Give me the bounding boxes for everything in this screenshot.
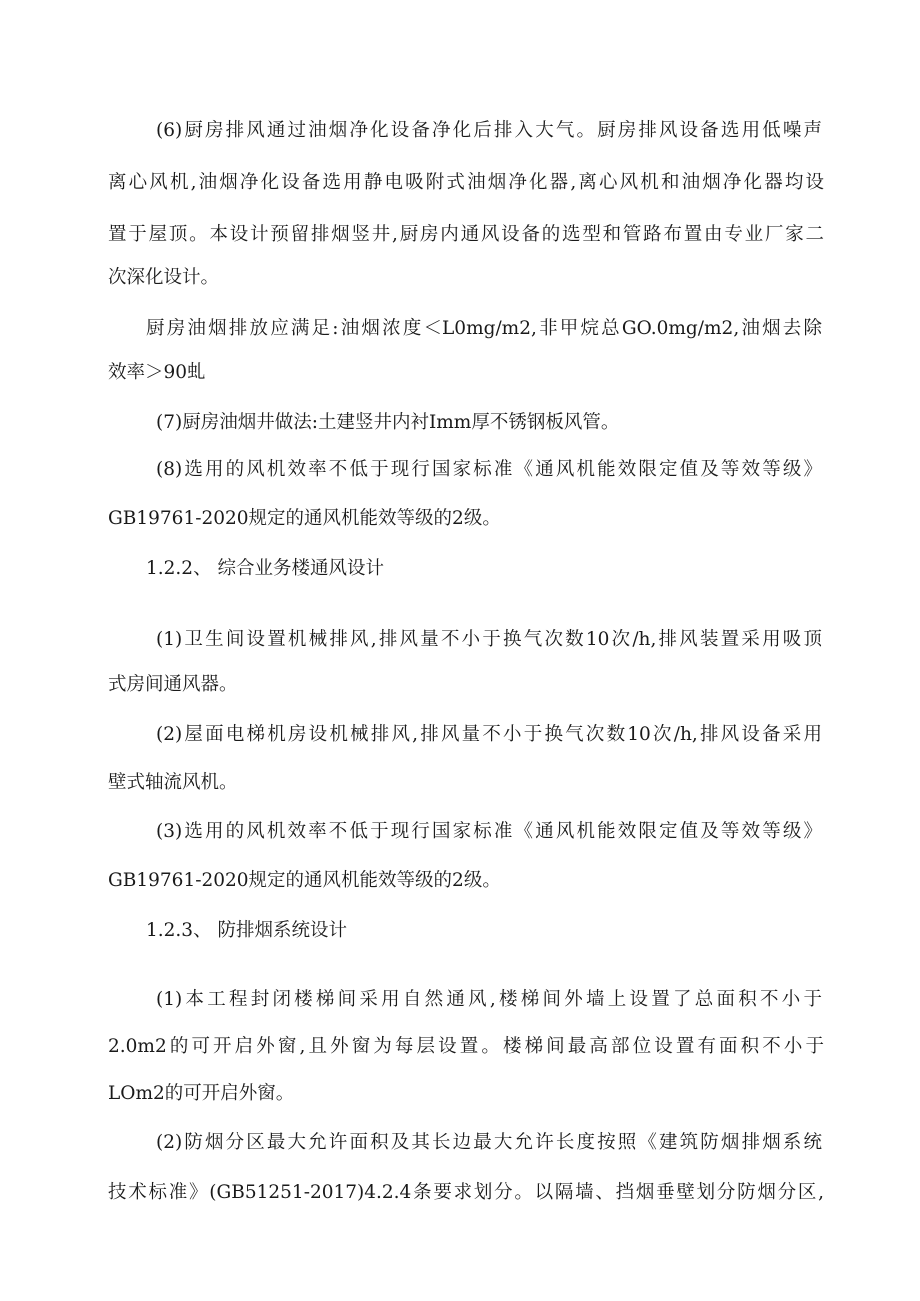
section-heading-1-2-3: 1.2.3、 防排烟系统设计 xyxy=(146,920,347,941)
smoke1-line3: LOm2的可开启外窗。 xyxy=(108,1083,295,1104)
section-heading-1-2-2: 1.2.2、 综合业务楼通风设计 xyxy=(146,558,384,579)
para8-line2: GB19761-2020规定的通风机能效等级的2级。 xyxy=(108,508,501,529)
emission-line1: 厨房油烟排放应满足:油烟浓度＜L0mg∕m2,非甲烷总GO.0mg∕m2,油烟去除 xyxy=(146,318,822,339)
smoke1-line1: (1)本工程封闭楼梯间采用自然通风,楼梯间外墙上设置了总面积不小于 xyxy=(156,989,822,1010)
para6-line3: 置于屋顶。本设计预留排烟竖井,厨房内通风设备的选型和管路布置由专业厂家二 xyxy=(108,224,824,245)
para6-line1: (6)厨房排风通过油烟净化设备净化后排入大气。厨房排风设备选用低噪声 xyxy=(156,120,822,141)
para7-line1: (7)厨房油烟井做法:土建竖井内衬Imm厚不锈钢板风管。 xyxy=(156,412,620,433)
para6-line4: 次深化设计。 xyxy=(108,267,220,288)
sub2-line1: (2)屋面电梯机房设机械排风,排风量不小于换气次数10次∕h,排风设备采用 xyxy=(156,724,822,745)
sub3-line1: (3)选用的风机效率不低于现行国家标准《通风机能效限定值及等效等级》 xyxy=(156,821,822,842)
sub2-line2: 壁式轴流风机。 xyxy=(108,772,238,793)
smoke1-line2: 2.0m2的可开启外窗,且外窗为每层设置。楼梯间最高部位设置有面积不小于 xyxy=(108,1036,824,1057)
sub1-line1: (1)卫生间设置机械排风,排风量不小于换气次数10次∕h,排风装置采用吸顶 xyxy=(156,629,822,650)
smoke2-line1: (2)防烟分区最大允许面积及其长边最大允许长度按照《建筑防烟排烟系统 xyxy=(156,1132,822,1153)
emission-line2: 效率＞90虬 xyxy=(108,362,206,383)
sub3-line2: GB19761-2020规定的通风机能效等级的2级。 xyxy=(108,870,501,891)
para8-line1: (8)选用的风机效率不低于现行国家标准《通风机能效限定值及等效等级》 xyxy=(156,459,822,480)
sub1-line2: 式房间通风器。 xyxy=(108,674,238,695)
para6-line2: 离心风机,油烟净化设备选用静电吸附式油烟净化器,离心风机和油烟净化器均设 xyxy=(108,172,824,193)
smoke2-line2: 技术标准》(GB51251-2017)4.2.4条要求划分。以隔墙、挡烟垂壁划分防烟分区, xyxy=(108,1182,824,1203)
